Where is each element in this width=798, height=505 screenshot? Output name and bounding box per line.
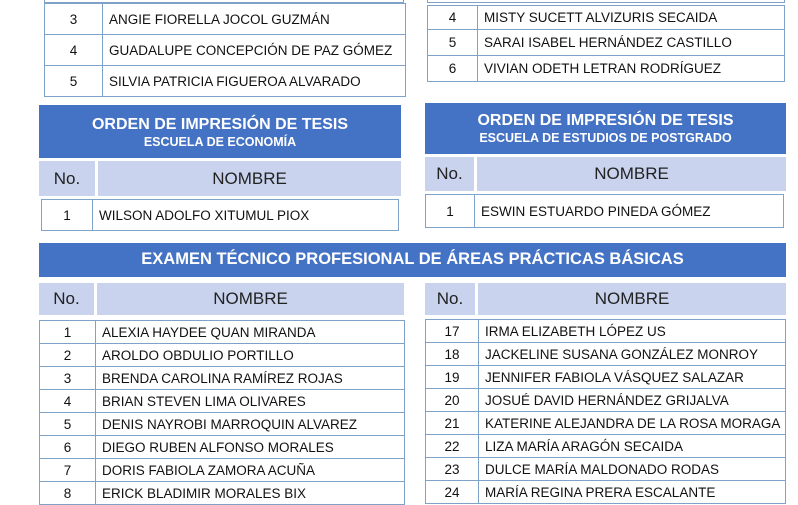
table-row (426, 366, 786, 389)
postgrado-table (425, 194, 784, 228)
table-row (426, 481, 786, 504)
row-number: 7 (40, 459, 96, 482)
table-row (40, 367, 405, 390)
table-row (426, 320, 786, 343)
row-number: 8 (40, 482, 96, 505)
row-name: ALEXIA HAYDEE QUAN MIRANDA (96, 321, 405, 344)
col-name-header: NOMBRE (94, 283, 404, 315)
table-row (426, 195, 784, 228)
row-number: 23 (426, 458, 479, 481)
table-row (426, 389, 786, 412)
row-number: 4 (428, 6, 478, 30)
row-name: DIEGO RUBEN ALFONSO MORALES (96, 436, 405, 459)
postgrado-header (425, 157, 786, 191)
table-row (40, 321, 405, 344)
row-name: SARAI ISABEL HERNÁNDEZ CASTILLO (478, 30, 785, 56)
row-name: JOSUÉ DAVID HERNÁNDEZ GRIJALVA (479, 389, 786, 412)
row-name: BRENDA CAROLINA RAMÍREZ ROJAS (96, 367, 405, 390)
economia-banner (39, 105, 401, 158)
row-name: LIZA MARÍA ARAGÓN SECAIDA (479, 435, 786, 458)
table-row (40, 436, 405, 459)
row-number: 5 (40, 413, 96, 436)
row-number: 1 (42, 200, 93, 231)
row-name: BRIAN STEVEN LIMA OLIVARES (96, 390, 405, 413)
economia-subtitle: ESCUELA DE ECONOMÍA (143, 135, 297, 149)
row-name: ERICK BLADIMIR MORALES BIX (96, 482, 405, 505)
row-name: MISTY SUCETT ALVIZURIS SECAIDA (478, 6, 785, 30)
row-number: 1 (40, 321, 96, 344)
top-right-top-border (427, 0, 785, 3)
examen-right-table (425, 319, 786, 504)
top-left-table (44, 3, 406, 97)
examen-title: EXAMEN TÉCNICO PROFESIONAL DE ÁREAS PRÁCTICAS BÁSICAS (141, 250, 684, 268)
row-number: 19 (426, 366, 479, 389)
row-number: 24 (426, 481, 479, 504)
row-name: DORIS FABIOLA ZAMORA ACUÑA (96, 459, 405, 482)
examen-banner (39, 243, 786, 277)
row-name: DENIS NAYROBI MARROQUIN ALVAREZ (96, 413, 405, 436)
row-name: DULCE MARÍA MALDONADO RODAS (479, 458, 786, 481)
row-name: IRMA ELIZABETH LÓPEZ US (479, 320, 786, 343)
row-name: SILVIA PATRICIA FIGUEROA ALVARADO (103, 66, 406, 97)
row-number: 4 (40, 390, 96, 413)
table-row (45, 35, 406, 66)
row-name: MARÍA REGINA PRERA ESCALANTE (479, 481, 786, 504)
col-name-header: NOMBRE (474, 157, 786, 191)
row-number: 4 (45, 35, 103, 66)
row-number: 6 (40, 436, 96, 459)
col-name-header: NOMBRE (475, 283, 786, 315)
row-name: ESWIN ESTUARDO PINEDA GÓMEZ (475, 195, 784, 228)
table-row (40, 459, 405, 482)
economia-header (39, 161, 401, 196)
row-number: 21 (426, 412, 479, 435)
table-row (426, 412, 786, 435)
row-name: VIVIAN ODETH LETRAN RODRÍGUEZ (478, 56, 785, 82)
table-row (428, 56, 785, 82)
col-no-header: No. (436, 289, 464, 308)
row-number: 17 (426, 320, 479, 343)
row-number: 3 (45, 4, 103, 35)
col-no-header: No. (53, 168, 81, 188)
postgrado-subtitle: ESCUELA DE ESTUDIOS DE POSTGRADO (479, 131, 732, 145)
row-name: JENNIFER FABIOLA VÁSQUEZ SALAZAR (479, 366, 786, 389)
row-number: 5 (45, 66, 103, 97)
row-name: WILSON ADOLFO XITUMUL PIOX (93, 200, 399, 231)
col-no-header: No. (53, 289, 80, 308)
economia-title: ORDEN DE IMPRESIÓN DE TESIS (91, 116, 349, 133)
top-right-table (427, 5, 785, 82)
table-row (40, 413, 405, 436)
row-number: 18 (426, 343, 479, 366)
row-name: GUADALUPE CONCEPCIÓN DE PAZ GÓMEZ (103, 35, 406, 66)
row-name: JACKELINE SUSANA GONZÁLEZ MONROY (479, 343, 786, 366)
examen-left-table (39, 320, 405, 505)
table-row (426, 458, 786, 481)
col-name-header: NOMBRE (95, 161, 401, 196)
table-row (45, 4, 406, 35)
row-name: AROLDO OBDULIO PORTILLO (96, 344, 405, 367)
row-number: 20 (426, 389, 479, 412)
table-row (428, 6, 785, 30)
table-row (42, 200, 399, 231)
examen-left-header (39, 283, 404, 315)
economia-table (41, 199, 399, 231)
col-no-header: No. (436, 164, 463, 183)
row-name: KATERINE ALEJANDRA DE LA ROSA MORAGA (479, 412, 786, 435)
row-number: 3 (40, 367, 96, 390)
table-row (40, 390, 405, 413)
row-name: ANGIE FIORELLA JOCOL GUZMÁN (103, 4, 406, 35)
row-number: 6 (428, 56, 478, 82)
table-row (40, 482, 405, 505)
row-number: 2 (40, 344, 96, 367)
table-row (40, 344, 405, 367)
postgrado-title: ORDEN DE IMPRESIÓN DE TESIS (477, 112, 734, 129)
table-row (45, 66, 406, 97)
table-row (426, 435, 786, 458)
row-number: 1 (426, 195, 475, 228)
row-number: 5 (428, 30, 478, 56)
row-number: 22 (426, 435, 479, 458)
table-row (426, 343, 786, 366)
table-row (428, 30, 785, 56)
postgrado-banner (425, 103, 786, 154)
examen-right-header (425, 283, 786, 315)
